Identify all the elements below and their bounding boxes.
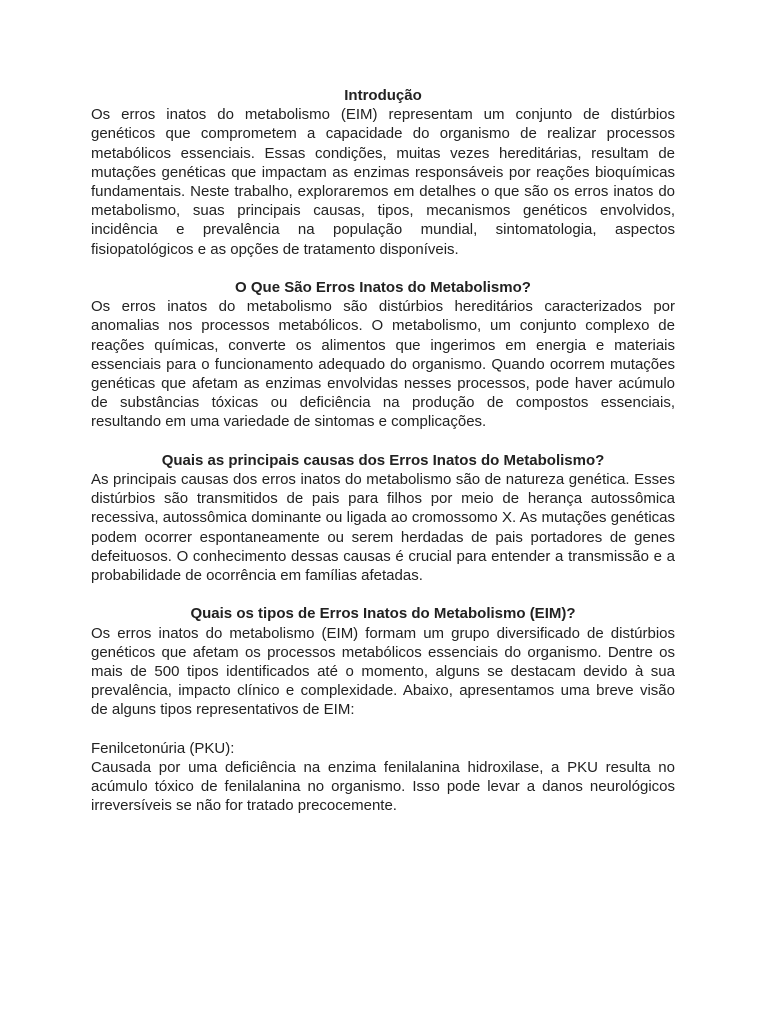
heading-principais-causas: Quais as principais causas dos Erros Inatos do Metabolismo? (161, 451, 605, 469)
section-gap (91, 432, 675, 451)
heading-o-que-sao: O Que São Erros Inatos do Metabolismo? (235, 279, 531, 297)
paragraph-tipos-eim: Os erros inatos do metabolismo (EIM) formam um grupo diversificado de distúrbios genéticos que afetam os processos metabólicos essenciais do organismo. Dentre os mais de 500 tipos identificados até o momento, alguns se destacam devido à sua prevalência, impacto clínico e complexidade. Abaixo, apresentamos uma breve visão de alguns tipos representativos de EIM: (91, 624, 675, 719)
heading-tipos-eim: Quais os tipos de Erros Inatos do Metabolismo (EIM)? (190, 605, 576, 623)
paragraph-principais-causas: As principais causas dos erros inatos do metabolismo são de natureza genética. Esses distúrbios são transmitidos de pais para filhos por meio de herança autossômica recessiva, autossômica dominante ou ligada ao cromossomo X. As mutações genéticas podem ocorrer espontaneamente ou serem herdadas de pais portadores de genes defeituosos. O conhecimento dessas causas é crucial para entender a transmissão e a probabilidade de ocorrência em famílias afetadas. (91, 471, 675, 585)
section-gap (91, 259, 675, 278)
section-gap (91, 720, 675, 739)
paragraph-o-que-sao: Os erros inatos do metabolismo são distúrbios hereditários caracterizados por anomalias nos processos metabólicos. O metabolismo, um conjunto complexo de reações químicas, converte os alimentos que ingerimos em energia e materiais essenciais para o funcionamento adequado do organismo. Quando ocorrem mutações genéticas que afetam as enzimas envolvidas nesses processos, pode haver acúmulo de substâncias tóxicas ou deficiência na produção de compostos essenciais, resultando em uma variedade de sintomas e complicações. (91, 298, 675, 431)
paragraph-introducao: Os erros inatos do metabolismo (EIM) representam um conjunto de distúrbios genéticos que comprometem a capacidade do organismo de realizar processos metabólicos essenciais. Essas condições, muitas vezes hereditárias, resultam de mutações genéticas que impactam as enzimas responsáveis por reações bioquímicas fundamentais. Neste trabalho, exploraremos em detalhes o que são os erros inatos do metabolismo, suas principais causas, tipos, mecanismos genéticos envolvidos, incidência e prevalência na população mundial, sintomatologia, aspectos fisiopatológicos e as opções de tratamento disponíveis. (91, 106, 675, 258)
document-page (91, 86, 675, 816)
paragraph-pku: Causada por uma deficiência na enzima fenilalanina hidroxilase, a PKU resulta no acúmulo tóxico de fenilalanina no organismo. Isso pode levar a danos neurológicos irreversíveis se não for tratado precocemente. (91, 759, 675, 815)
section-gap (91, 585, 675, 604)
heading-introducao: Introdução (344, 87, 422, 104)
subsection-label-pku: Fenilcetonúria (PKU): (91, 739, 235, 757)
